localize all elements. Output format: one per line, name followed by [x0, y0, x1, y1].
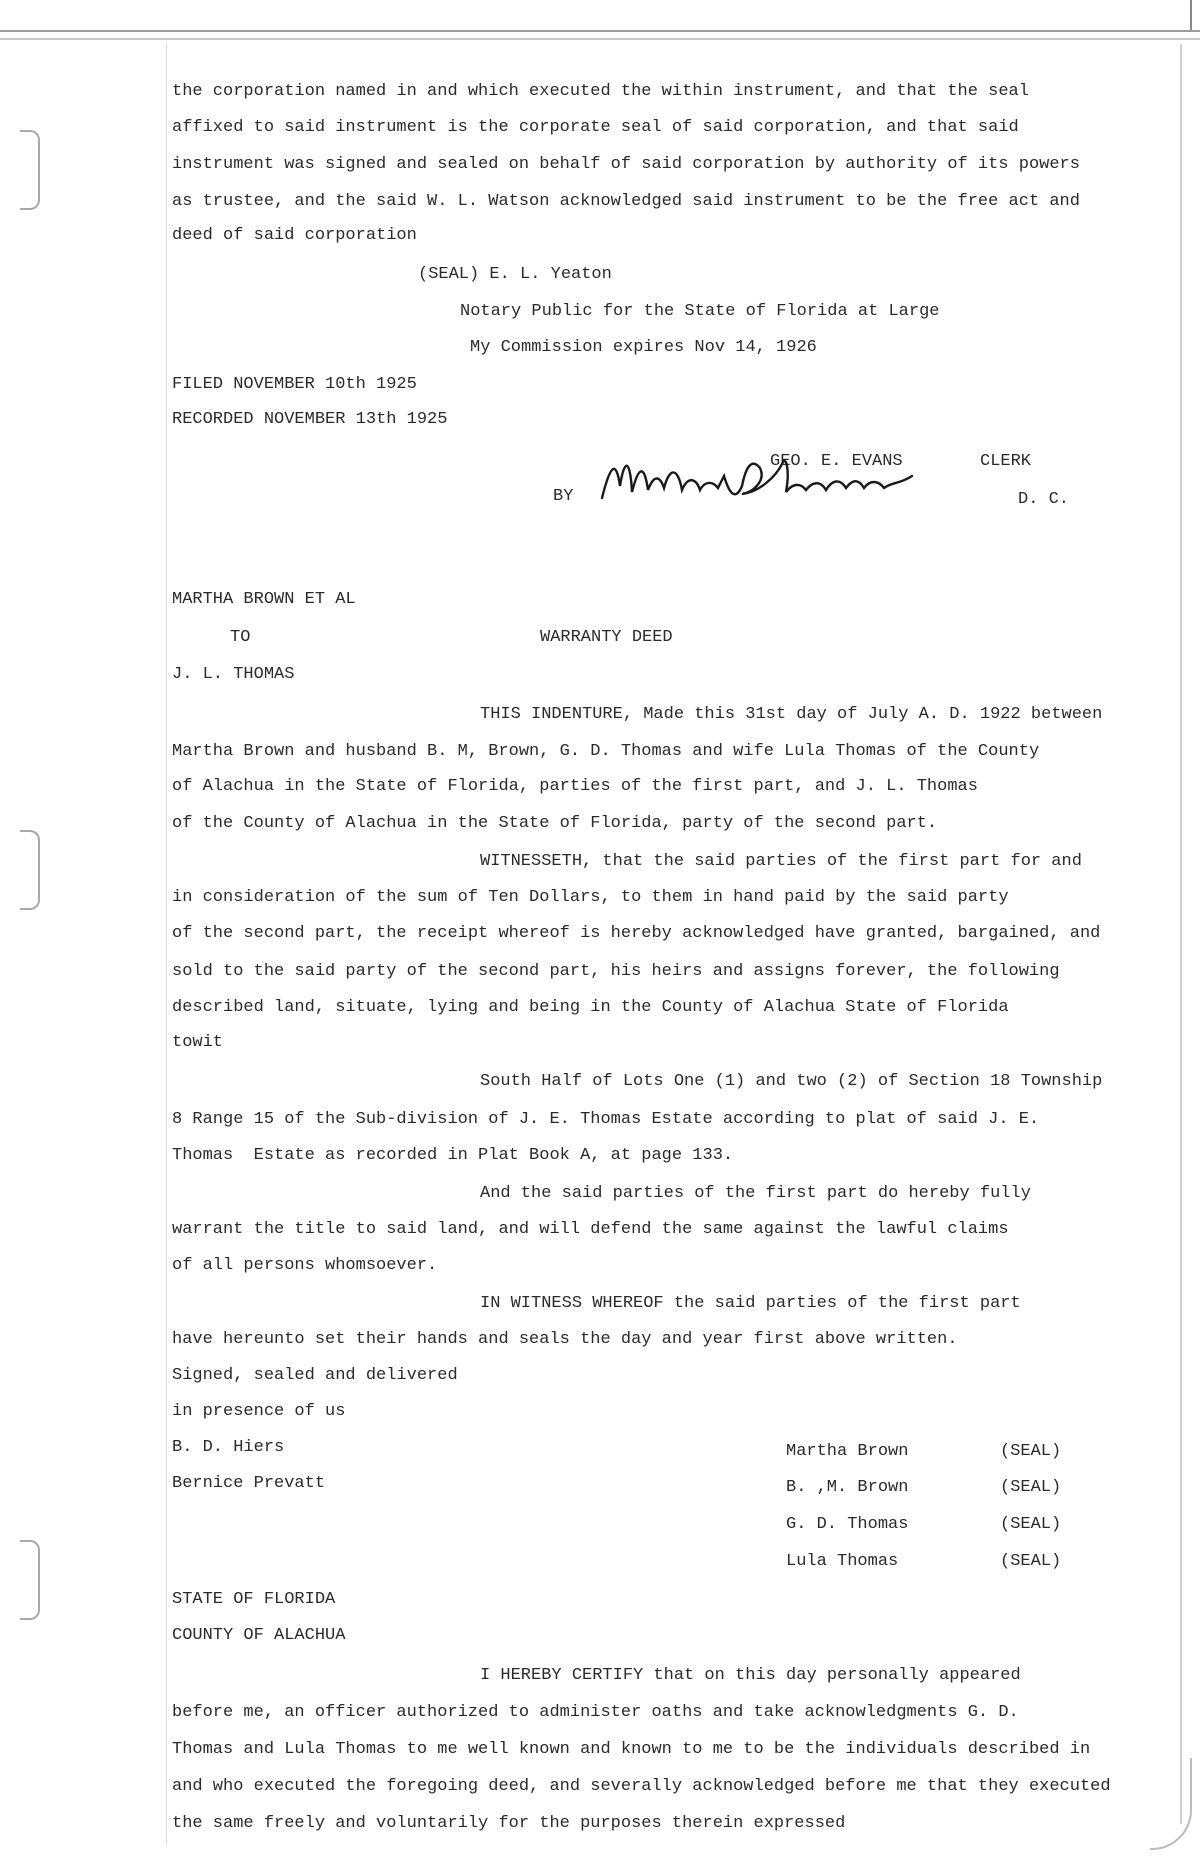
certificate-line-5: the same freely and voluntarily for the purposes therein expressed — [172, 1814, 846, 1833]
clerk-signature — [600, 446, 930, 516]
in-witness-line-1: IN WITNESS WHEREOF the said parties of the first part — [480, 1294, 1021, 1313]
clerk-name: GEO. E. EVANS — [770, 452, 903, 471]
binder-hole-top — [20, 130, 40, 210]
witnesseth-line-1: WITNESSETH, that the said parties of the first part for and — [480, 852, 1082, 871]
indenture-line-2: Martha Brown and husband B. M, Brown, G. D. Thomas and wife Lula Thomas of the County — [172, 742, 1040, 761]
binder-hole-middle — [20, 830, 40, 910]
in-presence-of: in presence of us — [172, 1402, 346, 1421]
certificate-line-4: and who executed the foregoing deed, and severally acknowledged before me that they executed — [172, 1777, 1111, 1796]
top-edge-mark — [1190, 0, 1192, 30]
grantor-signature-4: Lula Thomas — [786, 1552, 899, 1571]
binder-hole-bottom — [20, 1540, 40, 1620]
warranty-line-3: of all persons whomsoever. — [172, 1256, 438, 1275]
seal-mark-1: (SEAL) — [1000, 1442, 1062, 1461]
recorded-date: RECORDED NOVEMBER 13th 1925 — [172, 410, 448, 429]
witnesseth-line-5: described land, situate, lying and being in the County of Alachua State of Florida — [172, 998, 1009, 1017]
deed-type-title: WARRANTY DEED — [540, 628, 673, 647]
witnesseth-line-2: in consideration of the sum of Ten Dollars, to them in hand paid by the said party — [172, 888, 1009, 907]
notary-commission: My Commission expires Nov 14, 1926 — [470, 338, 817, 357]
signed-sealed-delivered: Signed, sealed and delivered — [172, 1366, 458, 1385]
indenture-line-1: THIS INDENTURE, Made this 31st day of July A. D. 1922 between — [480, 705, 1103, 724]
grantor-signature-2: B. ,M. Brown — [786, 1478, 909, 1497]
indenture-line-3: of Alachua in the State of Florida, parties of the first part, and J. L. Thomas — [172, 777, 978, 796]
in-witness-line-2: have hereunto set their hands and seals the day and year first above written. — [172, 1330, 958, 1349]
notary-seal-name: (SEAL) E. L. Yeaton — [418, 265, 612, 284]
certificate-line-3: Thomas and Lula Thomas to me well known and known to me to be the individuals described in — [172, 1740, 1091, 1759]
caption-to: TO — [230, 628, 251, 647]
notary-title: Notary Public for the State of Florida at Large — [460, 302, 940, 321]
certificate-line-2: before me, an officer authorized to administer oaths and take acknowledgments G. D. — [172, 1703, 1019, 1722]
witnesseth-line-4: sold to the said party of the second part, his heirs and assigns forever, the following — [172, 962, 1060, 981]
right-edge-line — [1180, 44, 1182, 1824]
land-description-line-2: 8 Range 15 of the Sub-division of J. E. Thomas Estate according to plat of said J. E. — [172, 1110, 1040, 1129]
indenture-line-4: of the County of Alachua in the State of Florida, party of the second part. — [172, 814, 938, 833]
top-border-rule — [0, 30, 1200, 40]
left-margin-line — [166, 44, 167, 1844]
seal-mark-4: (SEAL) — [1000, 1552, 1062, 1571]
acknowledgment-line-4: as trustee, and the said W. L. Watson acknowledged said instrument to be the free act and — [172, 192, 1080, 211]
page-curl — [1150, 1758, 1192, 1850]
venue-state: STATE OF FLORIDA — [172, 1590, 336, 1609]
acknowledgment-line-3: instrument was signed and sealed on behalf of said corporation by authority of its powers — [172, 155, 1080, 174]
warranty-line-2: warrant the title to said land, and will defend the same against the lawful claims — [172, 1220, 1009, 1239]
deputy-clerk-label: D. C. — [1018, 490, 1070, 509]
venue-county: COUNTY OF ALACHUA — [172, 1626, 346, 1645]
warranty-line-1: And the said parties of the first part do hereby fully — [480, 1184, 1031, 1203]
filed-date: FILED NOVEMBER 10th 1925 — [172, 375, 417, 394]
grantor-caption: MARTHA BROWN ET AL — [172, 590, 356, 609]
certificate-line-1: I HEREBY CERTIFY that on this day personally appeared — [480, 1666, 1021, 1685]
witnesseth-line-3: of the second part, the receipt whereof is hereby acknowledged have granted, bargained, and — [172, 924, 1101, 943]
acknowledgment-line-2: affixed to said instrument is the corporate seal of said corporation, and that said — [172, 118, 1019, 137]
land-description-line-1: South Half of Lots One (1) and two (2) of Section 18 Township — [480, 1072, 1103, 1091]
acknowledgment-line-1: the corporation named in and which executed the within instrument, and that the seal — [172, 82, 1029, 101]
witness-1: B. D. Hiers — [172, 1438, 285, 1457]
seal-mark-3: (SEAL) — [1000, 1515, 1062, 1534]
land-description-line-3: Thomas Estate as recorded in Plat Book A, at page 133. — [172, 1146, 734, 1165]
grantor-signature-1: Martha Brown — [786, 1442, 909, 1461]
grantor-signature-3: G. D. Thomas — [786, 1515, 909, 1534]
by-label: BY — [553, 487, 574, 506]
grantee-caption: J. L. THOMAS — [172, 665, 295, 684]
clerk-title: CLERK — [980, 452, 1032, 471]
witness-2: Bernice Prevatt — [172, 1474, 326, 1493]
seal-mark-2: (SEAL) — [1000, 1478, 1062, 1497]
acknowledgment-line-5: deed of said corporation — [172, 226, 417, 245]
witnesseth-line-6: towit — [172, 1033, 224, 1052]
